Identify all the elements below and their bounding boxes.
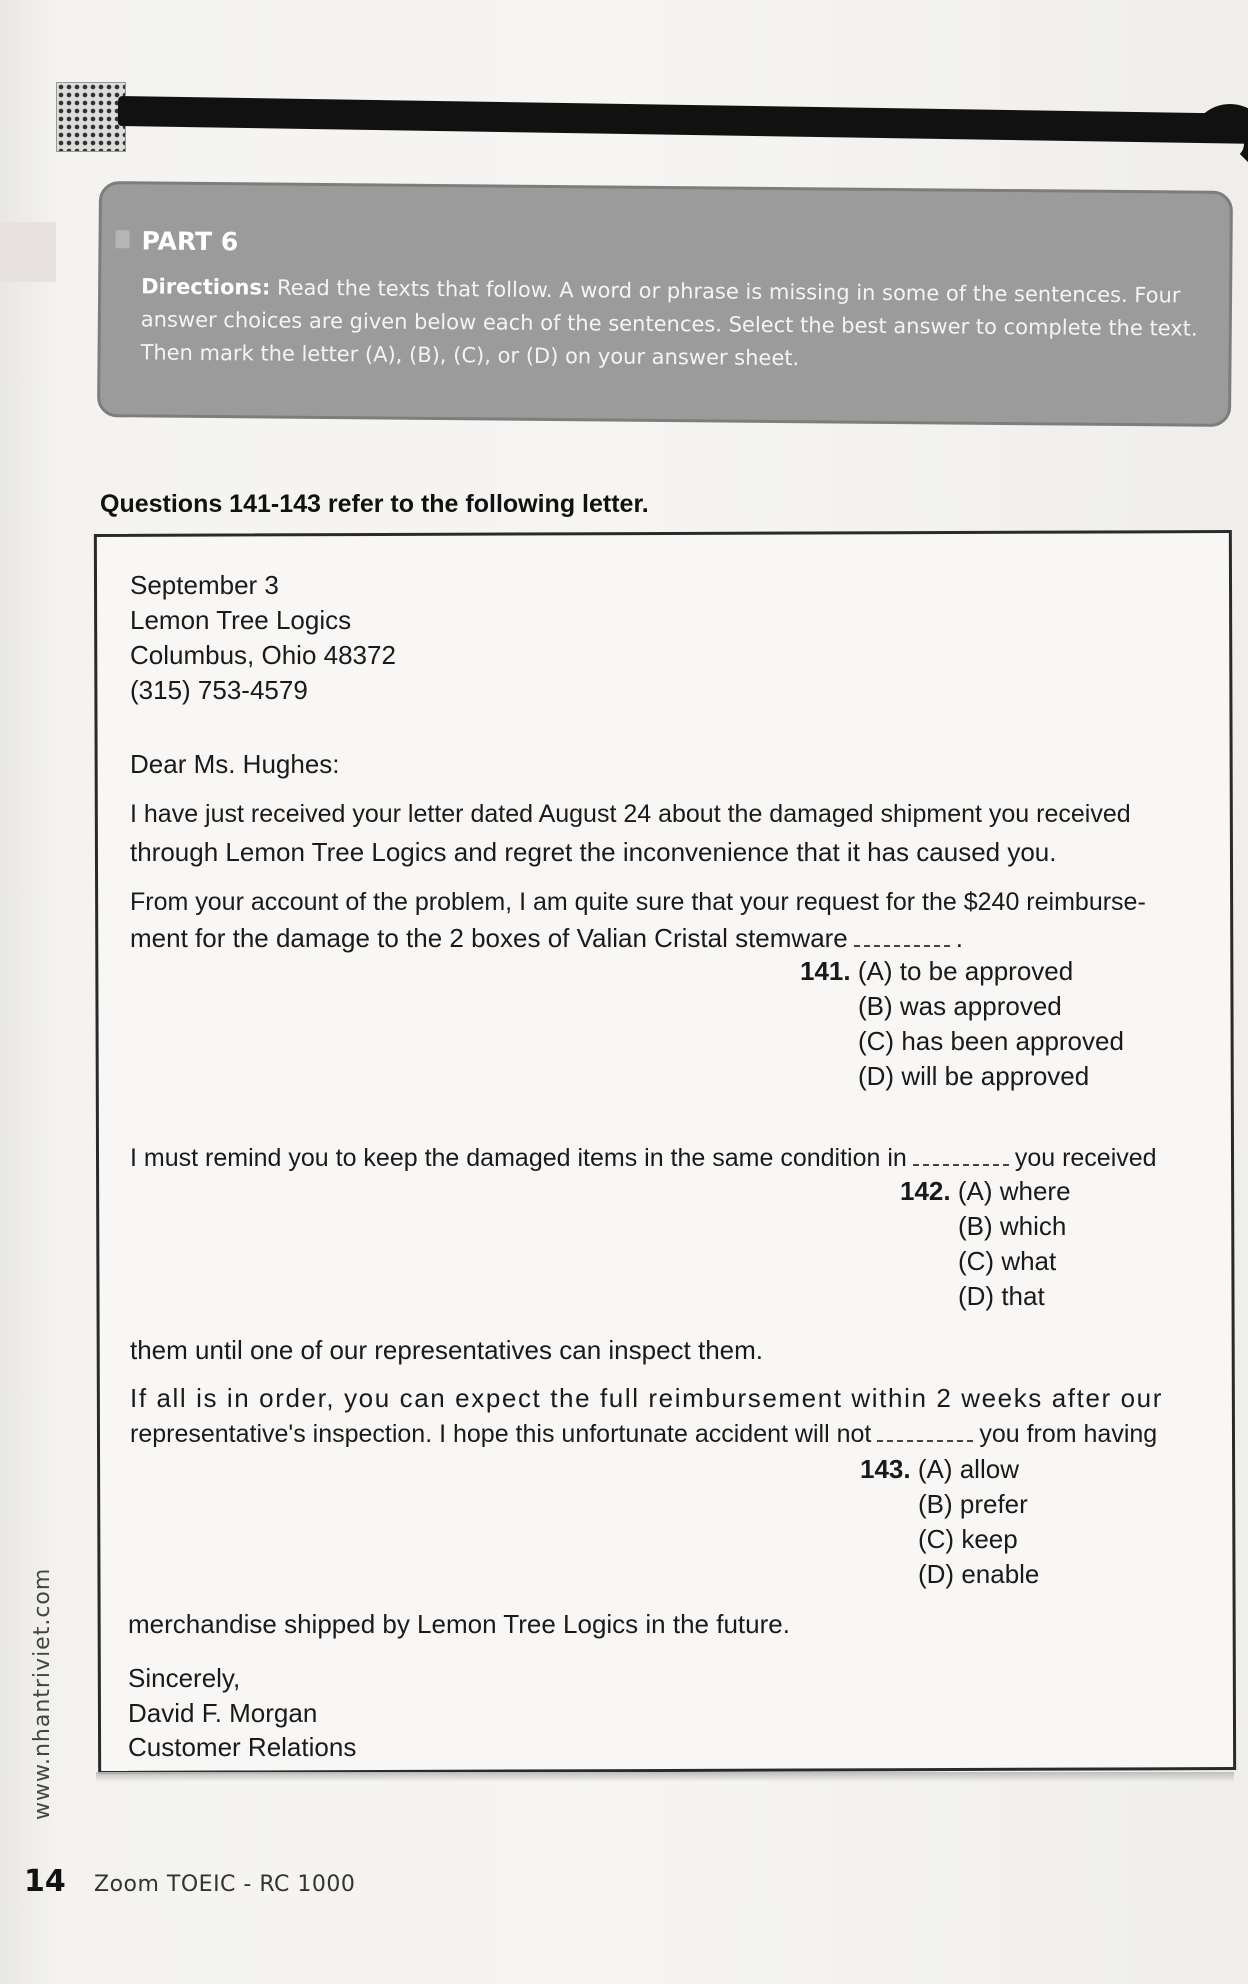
side-url: www.nhantriviet.com <box>30 1567 55 1820</box>
letter-company: Lemon Tree Logics <box>130 605 352 635</box>
choice-a[interactable]: (A) to be approved <box>857 956 1074 986</box>
choice-d[interactable]: (D) will be approved <box>858 1061 1090 1091</box>
choice-c[interactable]: (C) keep <box>918 1524 1018 1554</box>
choice-d[interactable]: (D) enable <box>918 1559 1040 1589</box>
choice-b[interactable]: (B) was approved <box>858 991 1062 1021</box>
paragraph-3-line-1 <box>130 1140 1157 1176</box>
choice-b[interactable]: (B) which <box>958 1211 1067 1241</box>
blank-141 <box>854 923 950 947</box>
blank-142 <box>913 1142 1009 1166</box>
page-number: 14 <box>24 1864 66 1899</box>
part-title: PART 6 <box>141 226 239 257</box>
directions-body: Read the texts that follow. A word or phrase is missing in some of the sentences. Four answer choices are given below each of the sentences. Select the best answer to complete the text. Then mark the letter (A), (B), (C), or (D) on your answer sheet. <box>140 275 1198 371</box>
edge-mark <box>0 222 56 282</box>
letter-phone: (315) 753-4579 <box>130 675 308 705</box>
question-142 <box>900 1174 1071 1314</box>
choice-c[interactable]: (C) what <box>958 1246 1057 1276</box>
choice-a[interactable]: (A) where <box>957 1176 1071 1206</box>
dot-pattern-ornament <box>56 82 126 152</box>
letter-salutation: Dear Ms. Hughes: <box>130 749 340 779</box>
choice-d[interactable]: (D) that <box>958 1281 1045 1311</box>
question-number: 141. <box>800 956 851 986</box>
choice-b[interactable]: (B) prefer <box>918 1489 1028 1519</box>
question-141 <box>800 954 1124 1094</box>
letter-date: September 3 <box>130 570 279 600</box>
paragraph-1-line-2: through Lemon Tree Logics and regret the inconvenience that it has caused you. <box>130 837 1057 867</box>
book-title: Zoom TOEIC - RC 1000 <box>94 1872 356 1897</box>
paragraph-4-text: representative's inspection. I hope this unfortunate accident will not <box>130 1420 872 1448</box>
paragraph-3-continued: them until one of our representatives can inspect them. <box>130 1335 764 1365</box>
paragraph-4-continued: merchandise shipped by Lemon Tree Logics in the future. <box>128 1609 790 1639</box>
choice-c[interactable]: (C) has been approved <box>858 1026 1124 1056</box>
paragraph-3-end: you received <box>1014 1144 1157 1172</box>
paragraph-2-period: . <box>955 923 964 953</box>
question-143 <box>860 1452 1039 1592</box>
letter-city: Columbus, Ohio 48372 <box>130 640 396 670</box>
questions-heading: Questions 141-143 refer to the following letter. <box>100 490 649 518</box>
closing: Sincerely, <box>128 1663 241 1693</box>
paragraph-4-line-1: If all is in order, you can expect the full reimbursement within 2 weeks after our <box>130 1383 1163 1413</box>
choice-a[interactable]: (A) allow <box>917 1454 1019 1484</box>
paragraph-4-line-2 <box>130 1416 1157 1452</box>
question-number: 143. <box>860 1454 911 1484</box>
directions-panel <box>97 181 1233 427</box>
question-number: 142. <box>900 1176 951 1206</box>
blank-143 <box>877 1418 973 1442</box>
part-marker <box>115 230 129 248</box>
paragraph-3-text: I must remind you to keep the damaged items in the same condition in <box>130 1144 907 1172</box>
paragraph-2-text: ment for the damage to the 2 boxes of Valian Cristal stemware <box>130 923 848 953</box>
paragraph-1-line-1: I have just received your letter dated August 24 about the damaged shipment you received <box>130 800 1131 828</box>
signer-name: David F. Morgan <box>128 1698 318 1728</box>
letter-box-shadow <box>96 1772 1234 1782</box>
paragraph-2-line-2 <box>130 920 963 956</box>
signer-title: Customer Relations <box>128 1732 357 1762</box>
directions-text <box>140 270 1211 378</box>
paragraph-2-line-1: From your account of the problem, I am quite sure that your request for the $240 reimburse- <box>130 888 1146 916</box>
paragraph-4-end: you from having <box>979 1420 1158 1448</box>
directions-label: Directions: <box>141 274 271 300</box>
